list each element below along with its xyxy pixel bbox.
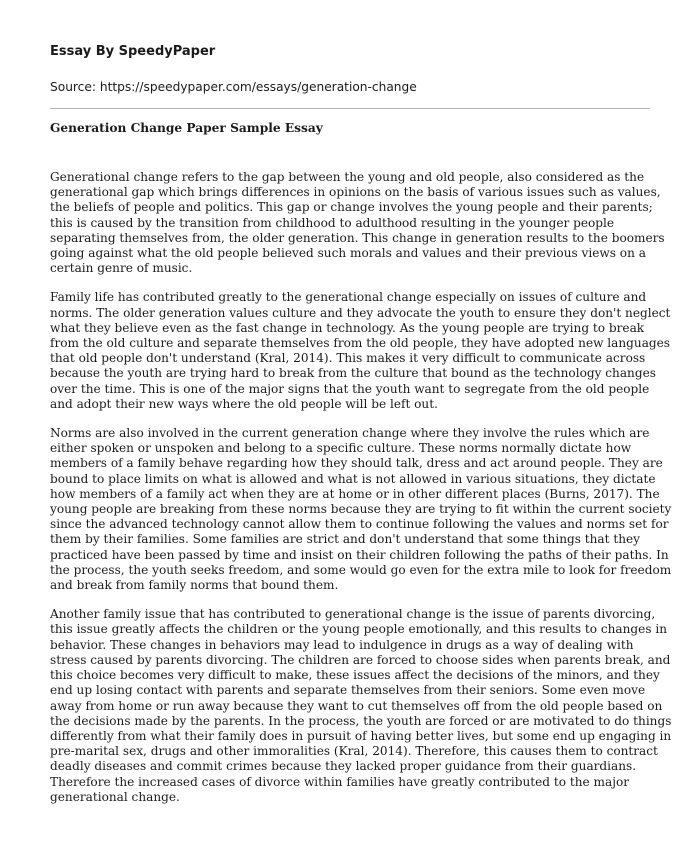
text-line: that old people don't understand (Kral, 2014). This makes it very difficult to communicate across [50, 351, 646, 366]
text-line: norms. The older generation values culture and they advocate the youth to ensure they don't neglect [50, 305, 671, 320]
text-line: this is caused by the transition from childhood to adulthood resulting in the younger people [50, 215, 615, 230]
text-line: and break from family norms that bound them. [50, 578, 339, 593]
text-line: Family life has contributed greatly to the generational change especially on issues of culture and [50, 290, 647, 305]
text-line: since the advanced technology cannot allow them to continue following the values and norms set for [50, 517, 669, 532]
text-line: Another family issue that has contributed to generational change is the issue of parents divorcing, [50, 607, 656, 622]
text-line: them by their families. Some families are strict and don't understand that some things that they [50, 532, 640, 547]
text-line: away from home or run away because they want to cut themselves off from the old people based on [50, 698, 663, 713]
paragraph-4 [50, 607, 672, 805]
text-line: Norms are also involved in the current generation change where they involve the rules which are [50, 426, 650, 441]
text-line: generational change. [50, 789, 180, 804]
text-line: young people are breaking from these norms because they are trying to fit within the current society [50, 502, 672, 517]
text-line: because the youth are trying hard to break from the culture that bound as the technology changes [50, 366, 656, 381]
essay-body [50, 170, 672, 805]
text-line: stress caused by parents divorcing. The children are forced to choose sides when parents break, and [50, 652, 671, 667]
text-line: this issue greatly affects the children or the young people emotionally, and this results to changes in [50, 622, 668, 637]
text-line: going against what the old people believed such morals and values and their previous views on a [50, 246, 646, 261]
text-line: how members of a family act when they are at home or in other different places (Burns, 2017). The [50, 486, 660, 501]
text-line: pre-marital sex, drugs and other immoralities (Kral, 2014). Therefore, this causes them to contract [50, 744, 658, 759]
essay-title: Generation Change Paper Sample Essay [50, 121, 323, 135]
text-line: the process, the youth seeks freedom, and some would go even for the extra mile to look for freedom [50, 562, 672, 577]
text-line: differently from what their family does in pursuit of having better lives, but some end up engaging in [50, 728, 672, 743]
text-line: from the old culture and separate themselves from the old people, they have adopted new languages [50, 336, 671, 351]
paragraph-3 [50, 426, 672, 593]
text-line: and adopt their new ways where the old people will be left out. [50, 396, 438, 411]
paragraph-2 [50, 290, 671, 412]
text-line: generational gap which brings differences in opinions on the basis of various issues such as values, [50, 185, 661, 200]
text-line: bound to place limits on what is allowed and what is not allowed in various situations, they dictate [50, 471, 656, 486]
text-line: deadly diseases and commit crimes because they lacked proper guidance from their guardians. [50, 759, 637, 774]
text-line: behavior. These changes in behaviors may lead to indulgence in drugs as a way of dealing with [50, 637, 634, 652]
text-line: what they believe even as the fast change in technology. As the young people are trying to break [50, 320, 645, 335]
text-line: certain genre of music. [50, 261, 193, 276]
text-line: the beliefs of people and politics. This gap or change involves the young people and their parents; [50, 200, 653, 215]
text-line: members of a family behave regarding how they should talk, dress and act around people. They are [50, 456, 663, 471]
text-line: the decisions made by the parents. In the process, the youth are forced or are motivated to do things [50, 713, 672, 728]
text-line: this choice becomes very difficult to make, these issues affect the decisions of the minors, and they [50, 668, 660, 683]
text-line: end up losing contact with parents and separate themselves from their seniors. Some even move [50, 683, 646, 698]
text-line: Therefore the increased cases of divorce within families have greatly contributed to the major [50, 774, 630, 789]
paragraph-1 [50, 170, 665, 276]
text-line: over the time. This is one of the major signs that the youth want to segregate from the old people [50, 381, 650, 396]
essay-by-heading: Essay By SpeedyPaper [50, 44, 216, 59]
text-line: practiced have been passed by time and insist on their children following the paths of their paths. In [50, 547, 669, 562]
source-line: Source: https://speedypaper.com/essays/generation-change [50, 80, 417, 94]
text-line: separating themselves from, the older generation. This change in generation results to the boomers [50, 230, 665, 245]
text-line: either spoken or unspoken and belong to a specific culture. These norms normally dictate how [50, 441, 632, 456]
text-line: Generational change refers to the gap between the young and old people, also considered as the [50, 170, 645, 184]
divider [50, 108, 650, 109]
